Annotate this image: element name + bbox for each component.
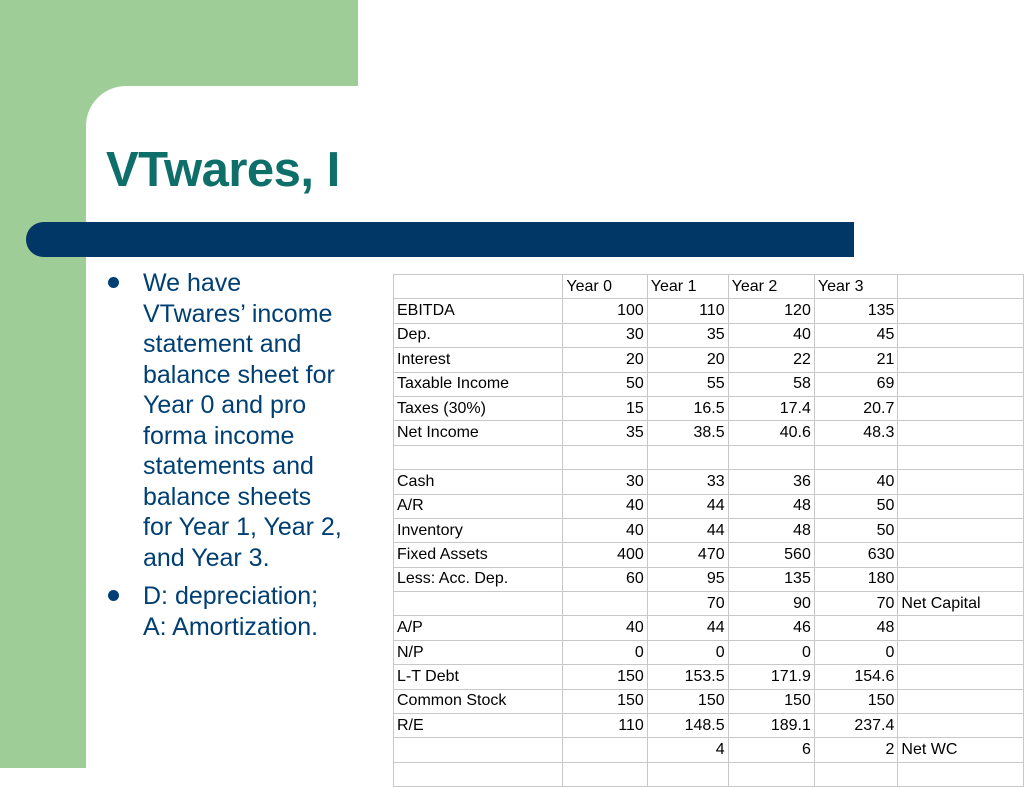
note-cell (898, 616, 1024, 640)
note-cell: Net WC (898, 738, 1024, 762)
value-cell: 30 (563, 470, 647, 494)
note-cell (898, 714, 1024, 738)
note-cell (898, 421, 1024, 445)
value-cell: 400 (563, 543, 647, 567)
value-cell (814, 762, 898, 786)
value-cell: 6 (728, 738, 814, 762)
value-cell: 50 (814, 518, 898, 542)
bullet-text: D: depreciation; A: Amortization. (143, 582, 319, 641)
value-cell: 70 (814, 592, 898, 616)
table-row (394, 640, 1024, 664)
value-cell (563, 762, 647, 786)
value-cell: 4 (647, 738, 728, 762)
value-cell: 150 (814, 689, 898, 713)
value-cell: 171.9 (728, 665, 814, 689)
value-cell: 38.5 (647, 421, 728, 445)
table-row (394, 689, 1024, 713)
value-cell: 180 (814, 567, 898, 591)
row-label-cell: N/P (394, 640, 563, 664)
bullet-item (104, 268, 386, 573)
value-cell (814, 445, 898, 469)
value-cell: 48 (814, 616, 898, 640)
value-cell (728, 762, 814, 786)
table-header-row (394, 275, 1024, 299)
value-cell: 153.5 (647, 665, 728, 689)
value-cell: 148.5 (647, 714, 728, 738)
row-label-cell: EBITDA (394, 299, 563, 323)
note-cell (898, 299, 1024, 323)
table-row (394, 762, 1024, 786)
table-row (394, 348, 1024, 372)
value-cell (563, 592, 647, 616)
value-cell: 2 (814, 738, 898, 762)
value-cell: 48.3 (814, 421, 898, 445)
value-cell: 20.7 (814, 396, 898, 420)
table-row (394, 494, 1024, 518)
value-cell: 135 (814, 299, 898, 323)
table-row (394, 372, 1024, 396)
value-cell (563, 738, 647, 762)
table-row (394, 616, 1024, 640)
header-cell: Year 0 (563, 275, 647, 299)
table-row (394, 518, 1024, 542)
value-cell: 40.6 (728, 421, 814, 445)
table-row (394, 567, 1024, 591)
table-row (394, 665, 1024, 689)
table-row (394, 299, 1024, 323)
note-cell (898, 445, 1024, 469)
title-underline-bar (26, 222, 854, 257)
value-cell: 0 (647, 640, 728, 664)
value-cell: 30 (563, 323, 647, 347)
value-cell: 48 (728, 518, 814, 542)
value-cell: 110 (563, 714, 647, 738)
row-label-cell (394, 592, 563, 616)
value-cell (647, 445, 728, 469)
note-cell (898, 689, 1024, 713)
value-cell: 40 (563, 494, 647, 518)
note-cell (898, 518, 1024, 542)
value-cell: 110 (647, 299, 728, 323)
value-cell: 630 (814, 543, 898, 567)
value-cell: 55 (647, 372, 728, 396)
value-cell: 189.1 (728, 714, 814, 738)
background-white-top (358, 0, 1024, 90)
value-cell: 150 (563, 689, 647, 713)
table-row (394, 421, 1024, 445)
row-label-cell: A/P (394, 616, 563, 640)
value-cell: 40 (563, 518, 647, 542)
header-cell: Year 1 (647, 275, 728, 299)
row-label-cell: R/E (394, 714, 563, 738)
value-cell: 70 (647, 592, 728, 616)
value-cell: 50 (814, 494, 898, 518)
row-label-cell: Dep. (394, 323, 563, 347)
value-cell: 154.6 (814, 665, 898, 689)
row-label-cell: Taxes (30%) (394, 396, 563, 420)
value-cell: 16.5 (647, 396, 728, 420)
value-cell: 150 (728, 689, 814, 713)
table-body (394, 299, 1024, 787)
note-cell (898, 762, 1024, 786)
value-cell: 45 (814, 323, 898, 347)
value-cell: 46 (728, 616, 814, 640)
value-cell: 20 (563, 348, 647, 372)
table-row (394, 470, 1024, 494)
note-cell (898, 567, 1024, 591)
row-label-cell: Common Stock (394, 689, 563, 713)
value-cell (728, 445, 814, 469)
note-cell (898, 665, 1024, 689)
value-cell: 90 (728, 592, 814, 616)
table-row (394, 396, 1024, 420)
value-cell: 150 (563, 665, 647, 689)
bullet-dot-icon (108, 277, 119, 288)
value-cell: 21 (814, 348, 898, 372)
value-cell (563, 445, 647, 469)
header-cell (898, 275, 1024, 299)
row-label-cell: Inventory (394, 518, 563, 542)
row-label-cell: L-T Debt (394, 665, 563, 689)
value-cell: 60 (563, 567, 647, 591)
row-label-cell: Cash (394, 470, 563, 494)
row-label-cell (394, 445, 563, 469)
bullet-list (104, 268, 386, 650)
row-label-cell (394, 762, 563, 786)
value-cell: 40 (728, 323, 814, 347)
table-row (394, 714, 1024, 738)
note-cell (898, 640, 1024, 664)
header-cell (394, 275, 563, 299)
value-cell: 0 (814, 640, 898, 664)
note-cell (898, 396, 1024, 420)
row-label-cell: Interest (394, 348, 563, 372)
header-cell: Year 3 (814, 275, 898, 299)
value-cell: 100 (563, 299, 647, 323)
value-cell: 48 (728, 494, 814, 518)
value-cell: 20 (647, 348, 728, 372)
row-label-cell: Taxable Income (394, 372, 563, 396)
value-cell: 150 (647, 689, 728, 713)
note-cell: Net Capital (898, 592, 1024, 616)
value-cell: 135 (728, 567, 814, 591)
value-cell: 560 (728, 543, 814, 567)
value-cell: 69 (814, 372, 898, 396)
note-cell (898, 323, 1024, 347)
financial-table (393, 274, 1024, 787)
value-cell: 15 (563, 396, 647, 420)
row-label-cell: A/R (394, 494, 563, 518)
row-label-cell: Net Income (394, 421, 563, 445)
value-cell: 40 (814, 470, 898, 494)
value-cell: 237.4 (814, 714, 898, 738)
bullet-dot-icon (108, 590, 119, 601)
value-cell: 33 (647, 470, 728, 494)
value-cell: 22 (728, 348, 814, 372)
value-cell: 35 (647, 323, 728, 347)
table-row (394, 543, 1024, 567)
value-cell: 17.4 (728, 396, 814, 420)
value-cell: 0 (728, 640, 814, 664)
table-row (394, 445, 1024, 469)
value-cell: 0 (563, 640, 647, 664)
value-cell: 44 (647, 616, 728, 640)
value-cell (647, 762, 728, 786)
value-cell: 44 (647, 494, 728, 518)
note-cell (898, 470, 1024, 494)
value-cell: 35 (563, 421, 647, 445)
value-cell: 44 (647, 518, 728, 542)
value-cell: 50 (563, 372, 647, 396)
row-label-cell: Less: Acc. Dep. (394, 567, 563, 591)
table-row (394, 323, 1024, 347)
value-cell: 470 (647, 543, 728, 567)
slide-title: VTwares, I (106, 143, 340, 197)
bullet-item (104, 581, 386, 642)
note-cell (898, 494, 1024, 518)
note-cell (898, 372, 1024, 396)
value-cell: 95 (647, 567, 728, 591)
value-cell: 120 (728, 299, 814, 323)
value-cell: 40 (563, 616, 647, 640)
value-cell: 36 (728, 470, 814, 494)
note-cell (898, 348, 1024, 372)
table-row (394, 592, 1024, 616)
row-label-cell (394, 738, 563, 762)
header-cell: Year 2 (728, 275, 814, 299)
note-cell (898, 543, 1024, 567)
table-row (394, 738, 1024, 762)
value-cell: 58 (728, 372, 814, 396)
bullet-text: We have VTwares’ income statement and balance sheet for Year 0 and pro forma income statements and balance sheets for Year 1, Year 2, and Year 3. (143, 269, 342, 572)
row-label-cell: Fixed Assets (394, 543, 563, 567)
